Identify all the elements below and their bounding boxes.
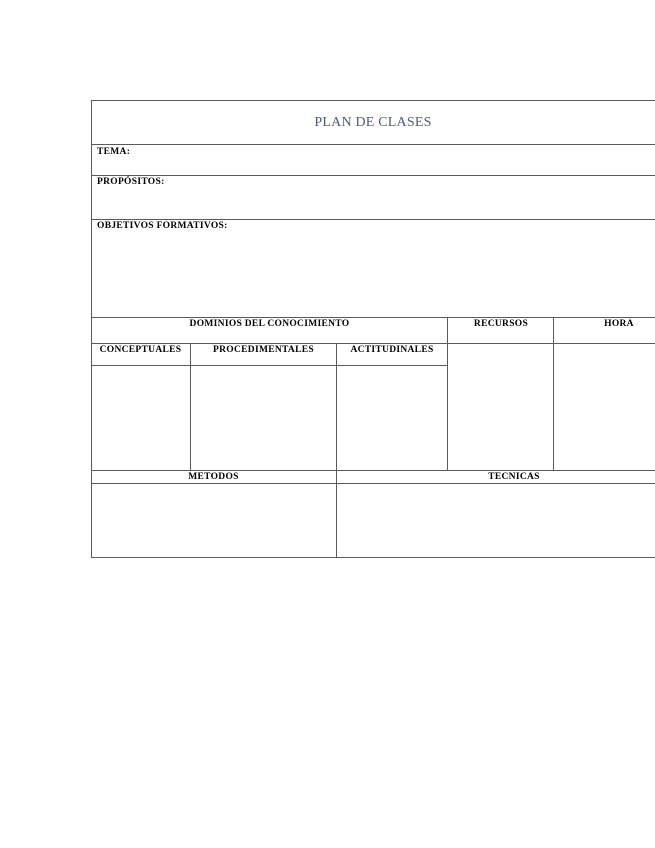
divider-subheaders xyxy=(91,365,448,366)
divider-tema xyxy=(91,175,655,176)
dominios-header: DOMINIOS DEL CONOCIMIENTO xyxy=(189,319,350,329)
hora-header: HORA xyxy=(604,319,634,329)
conceptuales-header: CONCEPTUALES xyxy=(99,345,182,355)
col-divider-hora xyxy=(553,317,554,470)
border-top xyxy=(91,100,655,101)
col-divider-procedimentales xyxy=(336,343,337,558)
col-divider-conceptuales xyxy=(190,343,191,470)
actitudinales-header: ACTITUDINALES xyxy=(350,345,434,355)
metodos-header: METODOS xyxy=(188,472,239,482)
divider-methods-header xyxy=(91,483,655,484)
divider-title xyxy=(91,144,655,145)
lesson-plan-form xyxy=(91,100,655,558)
objetivos-label: OBJETIVOS FORMATIVOS: xyxy=(97,221,228,231)
divider-grid-bottom xyxy=(91,470,655,471)
page-title: PLAN DE CLASES xyxy=(314,115,432,130)
divider-dominios-header xyxy=(91,343,655,344)
divider-objetivos xyxy=(91,317,655,318)
border-bottom xyxy=(91,557,655,558)
tema-label: TEMA: xyxy=(97,147,131,157)
col-divider-recursos xyxy=(447,317,448,470)
recursos-header: RECURSOS xyxy=(473,319,529,329)
procedimentales-header: PROCEDIMENTALES xyxy=(213,345,314,355)
tecnicas-header: TECNICAS xyxy=(488,472,540,482)
propositos-label: PROPÓSITOS: xyxy=(97,177,165,187)
divider-propositos xyxy=(91,219,655,220)
